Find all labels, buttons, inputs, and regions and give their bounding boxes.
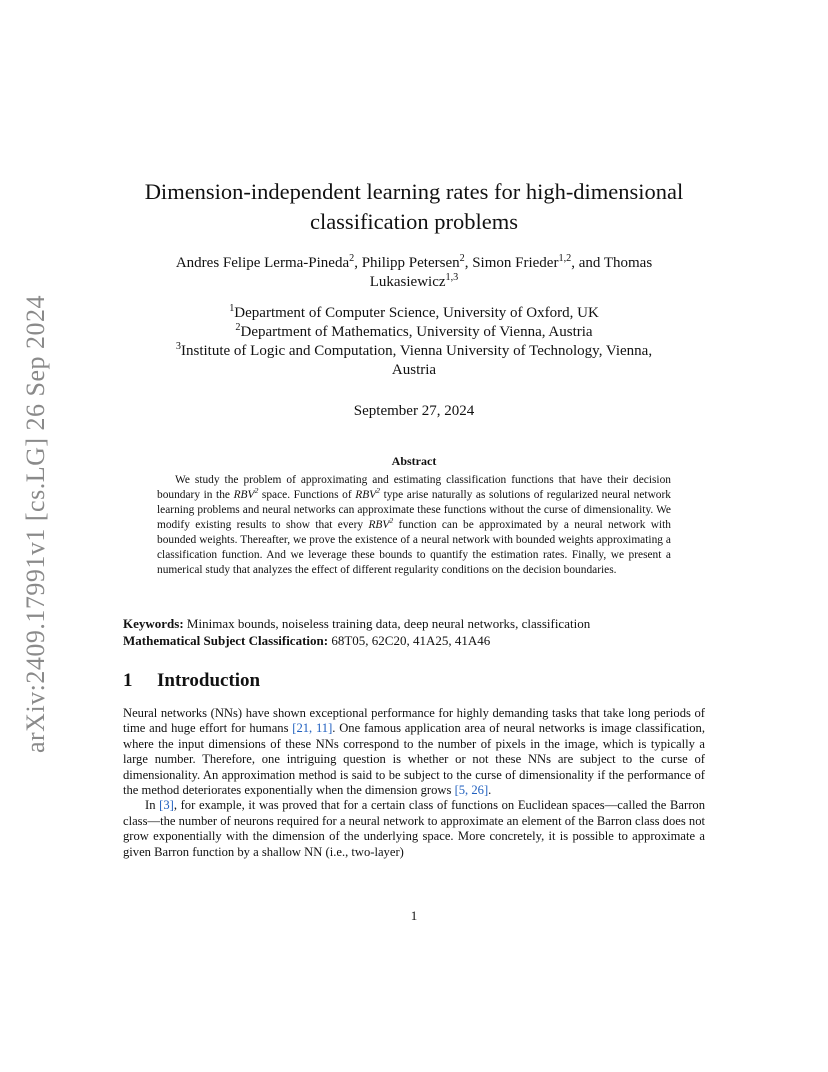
abstract-segment: space. Functions of — [258, 489, 356, 501]
abstract-heading: Abstract — [391, 454, 437, 468]
math-rbv — [368, 516, 394, 531]
keywords-text: Minimax bounds, noiseless training data, deep neural networks, classification — [183, 616, 591, 631]
author-name: Philipp Petersen — [361, 255, 460, 271]
msc-line — [123, 632, 705, 649]
introduction-body — [123, 706, 705, 860]
citation-link[interactable]: [3] — [159, 798, 174, 813]
section-number: 1 — [123, 670, 133, 691]
author-affiliation-mark: 2 — [349, 253, 355, 264]
section-title: Introduction — [157, 670, 261, 691]
affiliation-list — [110, 304, 718, 380]
author-affiliation-mark: 1,2 — [558, 253, 572, 264]
page-number: 1 — [410, 908, 418, 923]
abstract-segment: function can be approximated by a neural network with bounded weights. Thereafter, we prove the existence of a neural network with bounded weights approximating a classification function. And we leverage these bounds to quantify the estimation rates. Finally, we present a numerical study that analyzes the effect of different regularity conditions on the decision boundaries. — [157, 519, 671, 576]
affiliation-text: Department of Computer Science, University of Oxford, UK — [234, 305, 599, 321]
text-segment: In — [145, 798, 160, 813]
math-exponent: 2 — [389, 516, 394, 526]
msc-text: 68T05, 62C20, 41A25, 41A46 — [328, 633, 491, 648]
math-symbol: RBV — [368, 519, 390, 531]
affiliation-mark: 1 — [229, 303, 235, 314]
affiliation-mark: 3 — [175, 341, 181, 352]
keywords-line — [123, 615, 705, 632]
citation-link[interactable]: [5, 26] — [454, 783, 489, 798]
publication-date: September 27, 2024 — [353, 403, 475, 419]
text-segment: . One famous application area of neural networks is image classification, where the input dimensions of these NNs correspond to the number of pixels in the image, which is typically a large number. Therefore, one intriguing question is whether or not these NNs are subject to the curse of dimensionality. An approximation method is said to be subject to the curse of dimensionality if the performance of the method deteriorates exponentially when the dimension grows — [123, 721, 705, 798]
affiliation-line — [110, 342, 718, 361]
math-rbv — [355, 486, 380, 501]
abstract-segment: type arise naturally as solutions of regularized neural network learning problems and neural networks can approximate these functions without the curse of dimensionality. We modify existing results to show that every — [157, 489, 671, 531]
author-affiliation-mark: 1,3 — [445, 272, 459, 283]
section-heading — [123, 670, 260, 692]
paragraph — [123, 798, 705, 860]
author-line-1: Andres Felipe Lerma-Pineda$^2$, Philipp Petersen$^2$, Simon Frieder$^{1,2}$, and Thomas — [175, 253, 653, 271]
math-exponent: 2 — [254, 486, 259, 496]
paragraph — [123, 706, 705, 798]
author-line-2 — [110, 273, 718, 292]
author-list — [110, 254, 718, 292]
abstract-text — [157, 473, 671, 578]
paper-title — [110, 177, 718, 237]
citation-link[interactable]: [21, 11] — [292, 721, 333, 736]
arxiv-side-stamp: arXiv:2409.17991v1 [cs.LG] 26 Sep 2024 — [21, 294, 50, 754]
keywords-block — [123, 615, 705, 649]
author-affiliation-mark: 2 — [459, 253, 465, 264]
math-rbv — [233, 486, 259, 501]
msc-label: Mathematical Subject Classification: — [123, 633, 329, 648]
text-segment: . — [488, 783, 492, 798]
affiliation-line — [110, 361, 718, 380]
text-segment: , for example, it was proved that for a certain class of functions on Euclidean spaces—called the Barron class—the number of neurons required for a neural network to approximate an element of the Barron class does not grow exponentially with the dimension of the underlying space. More concretely, it is possible to approximate a given Barron function by a shallow NN (i.e., two-layer) — [123, 798, 705, 859]
affiliation-mark: 2 — [235, 322, 241, 333]
author-name: Lukasiewicz — [369, 274, 446, 290]
affiliation-line — [110, 304, 718, 323]
paper-title-line-2: classification problems — [309, 209, 519, 234]
math-symbol: RBV — [355, 489, 377, 501]
author-name: Simon Frieder — [472, 255, 559, 271]
author-name: and Thomas — [578, 255, 653, 271]
affiliation-text: Austria — [391, 362, 437, 378]
abstract-segment: We study the problem of approximating and estimating classification functions that have their decision boundary in the — [157, 474, 671, 501]
text-segment: Neural networks (NNs) have shown exceptional performance for highly demanding tasks that take long periods of time and huge effort for humans — [123, 706, 705, 736]
affiliation-line — [110, 323, 718, 342]
affiliation-text: Department of Mathematics, University of Vienna, Austria — [240, 324, 593, 340]
paper-title-line-1: Dimension-independent learning rates for high-dimensional — [144, 179, 684, 204]
math-symbol: RBV — [233, 489, 255, 501]
affiliation-text: Institute of Logic and Computation, Vienna University of Technology, Vienna, — [181, 343, 653, 359]
math-exponent: 2 — [376, 486, 380, 496]
author-name: Andres Felipe Lerma-Pineda — [175, 255, 350, 271]
keywords-label: Keywords: — [123, 616, 184, 631]
